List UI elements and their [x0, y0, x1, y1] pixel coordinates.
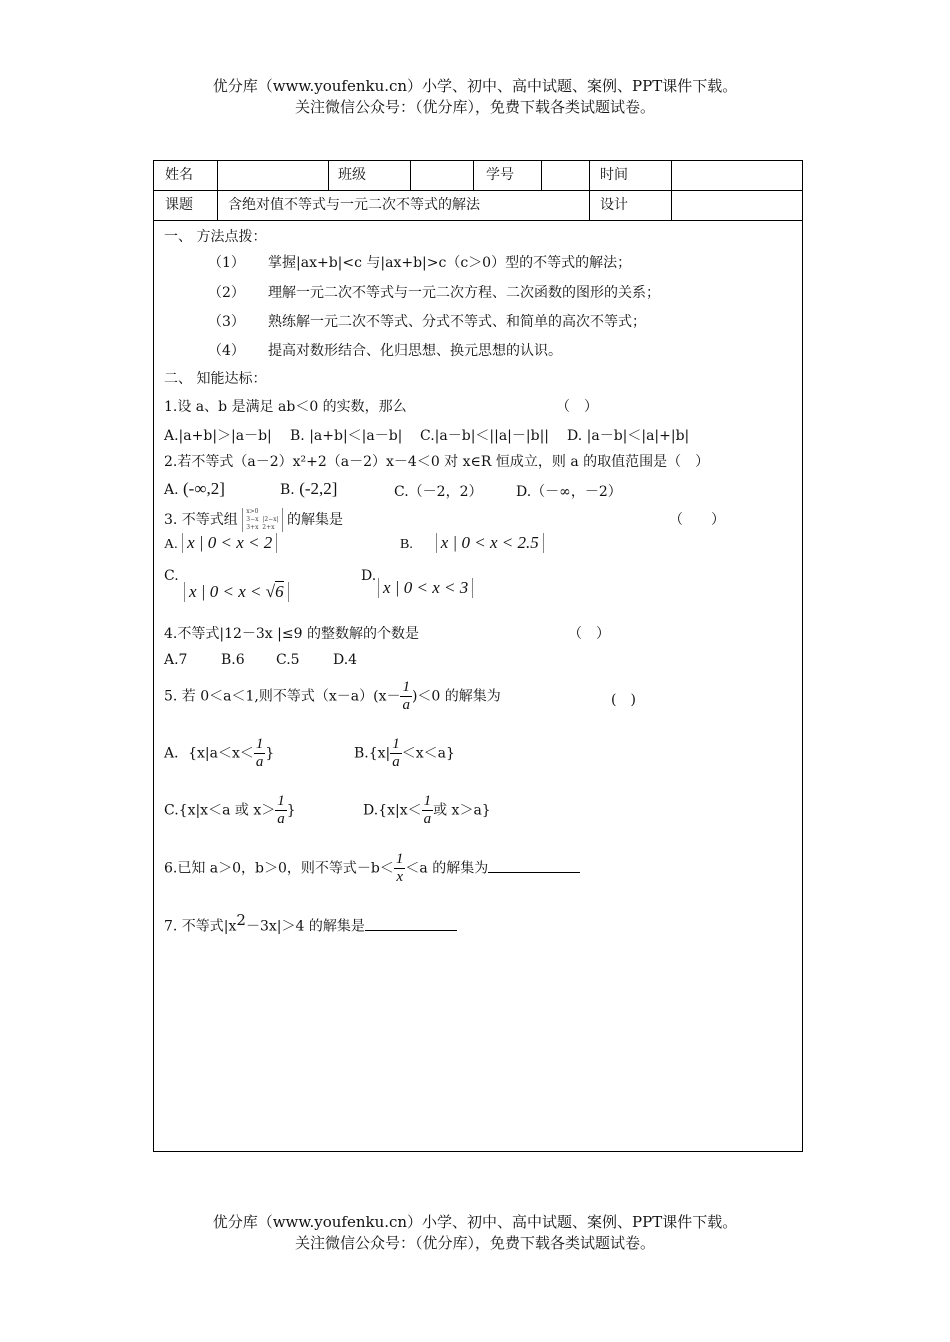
fraction — [275, 793, 287, 828]
time-field[interactable] — [672, 161, 802, 190]
question-5-option-b — [354, 736, 455, 771]
question-4-answer-paren[interactable]: （ ） — [568, 626, 610, 642]
denominator: a — [255, 754, 264, 770]
option-text: A．{x|a＜x＜ — [164, 745, 254, 762]
watermark-banner-top — [0, 76, 950, 118]
class-field[interactable] — [411, 161, 473, 190]
question-2-option-a — [164, 479, 225, 499]
banner-line-2: 关注微信公众号：（优分库），免费下载各类试题试卷。 — [294, 98, 655, 116]
denominator: a — [392, 754, 400, 770]
stem-suffix: ＜a 的解集为 — [405, 860, 489, 877]
solution-set: x | 0 < x < 2 — [182, 533, 277, 553]
fraction — [254, 736, 266, 771]
option-label: A. — [164, 482, 179, 498]
denominator: a — [423, 811, 432, 827]
banner-line-1: 优分库（www.youfenku.cn）小学、初中、高中试题、案例、PPT课件下载。 — [212, 1213, 738, 1231]
stem-prefix: 6.已知 a＞0，b＞0，则不等式－b＜ — [164, 860, 394, 877]
method-item-text: 熟练解一元二次不等式、分式不等式、和简单的高次不等式； — [268, 314, 646, 330]
numerator: 1 — [277, 793, 285, 809]
question-4-option-b: B.6 — [221, 652, 245, 668]
question-2-stem: 2.若不等式（a－2）x²+2（a－2）x－4＜0 对 x∈R 恒成立，则 a 的取值范围是（ ） — [164, 454, 710, 470]
banner-line-2: 关注微信公众号：（优分库），免费下载各类试题试卷。 — [294, 1234, 655, 1252]
stem-prefix: 7. 不等式|x — [164, 918, 237, 935]
fraction — [400, 679, 412, 714]
question-2-option-c: C.（－2，2） — [394, 484, 483, 500]
question-1-option-b: B. |a+b|＜|a－b| — [290, 428, 403, 444]
inequality-system-image: x>0 3−x |2−x| 3+x 2+x — [242, 508, 282, 532]
solution-set: x | 0 < x < √6 — [184, 582, 289, 602]
numerator: 1 — [395, 851, 404, 867]
stem-suffix: )＜0 的解集为 — [411, 688, 501, 705]
watermark-banner-bottom — [0, 1212, 950, 1254]
fraction — [422, 793, 434, 828]
question-1-option-a: A.|a+b|＞|a－b| — [164, 428, 272, 444]
header-row-1 — [154, 161, 802, 191]
question-3-option-d — [378, 578, 473, 598]
question-3-answer-paren[interactable]: （ ） — [669, 512, 725, 528]
topic-value: 含绝对值不等式与一元二次不等式的解法 — [228, 197, 480, 213]
denominator: x — [396, 869, 403, 885]
question-7-stem — [164, 911, 457, 936]
stem-suffix: 的解集是 — [287, 512, 344, 528]
question-1-option-d: D. |a－b|＜|a|+|b| — [567, 428, 690, 444]
method-item-text: 掌握|ax+b|<c 与|ax+b|>c（c＞0）型的不等式的解法； — [268, 255, 632, 271]
option-label: B. — [280, 482, 295, 498]
name-field[interactable] — [218, 161, 328, 190]
question-1-stem: 1.设 a、b 是满足 ab＜0 的实数，那么 — [164, 399, 407, 415]
option-label: A. — [164, 537, 178, 552]
option-text: 或 x＞a} — [433, 802, 491, 819]
question-5-option-d — [363, 793, 491, 828]
class-label: 班级 — [338, 167, 366, 183]
stem-prefix: 5. 若 0＜a＜1,则不等式（x－a）(x－ — [164, 688, 401, 705]
fraction — [394, 851, 406, 886]
question-5-option-c — [164, 793, 296, 828]
banner-line-1: 优分库（www.youfenku.cn）小学、初中、高中试题、案例、PPT课件下载。 — [212, 77, 738, 95]
solution-set: x | 0 < x < 2.5 — [436, 533, 544, 553]
interval-expression: (-∞,2] — [183, 479, 225, 498]
fraction — [390, 736, 402, 771]
number-field[interactable] — [542, 161, 589, 190]
section-1-title: 一、 方法点拨： — [164, 229, 267, 245]
question-2-option-d: D.（－∞，－2） — [516, 484, 622, 500]
numerator: 1 — [423, 793, 432, 809]
denominator: a — [277, 811, 285, 827]
question-5-stem — [164, 679, 501, 714]
method-item-num: （2） — [208, 285, 245, 301]
interval-expression: (-2,2] — [299, 479, 338, 498]
question-4-stem: 4.不等式|12－3x |≤9 的整数解的个数是 — [164, 626, 419, 642]
numerator: 1 — [392, 736, 400, 752]
method-item-num: （4） — [208, 343, 245, 359]
denominator: a — [402, 697, 410, 713]
option-text: } — [265, 745, 275, 762]
question-2-option-b — [280, 479, 337, 499]
worksheet-table — [153, 160, 803, 1152]
numerator: 1 — [255, 736, 264, 752]
name-label: 姓名 — [165, 167, 193, 183]
topic-label: 课题 — [165, 197, 193, 213]
solution-set: x | 0 < x < 3 — [378, 578, 473, 598]
numerator: 1 — [402, 679, 410, 695]
question-3-option-c-label: C. — [164, 568, 179, 584]
question-1-answer-paren[interactable]: （ ） — [556, 399, 598, 415]
question-4-option-c: C.5 — [276, 652, 300, 668]
option-text: C.{x|x＜a 或 x＞ — [164, 802, 276, 819]
option-text: ＜x＜a} — [401, 745, 455, 762]
option-text: D.{x|x＜ — [363, 802, 422, 819]
radicand: 6 — [275, 582, 284, 601]
time-label: 时间 — [600, 167, 628, 183]
question-3-stem — [164, 508, 343, 532]
answer-blank[interactable] — [488, 858, 580, 873]
answer-blank[interactable] — [365, 916, 457, 931]
design-field[interactable] — [672, 191, 802, 220]
method-item-text: 提高对数形结合、化归思想、换元思想的认识。 — [268, 343, 562, 359]
option-label: B. — [400, 537, 413, 552]
question-5-answer-paren[interactable]: ( ) — [611, 692, 636, 708]
question-3-option-b — [400, 533, 544, 553]
section-2-title: 二、 知能达标： — [164, 371, 267, 387]
question-4-option-a: A.7 — [164, 652, 188, 668]
header-row-2 — [154, 191, 802, 221]
stem-prefix: 3. 不等式组 — [164, 512, 238, 528]
question-5-option-a — [164, 736, 274, 771]
exponent: 2 — [236, 911, 246, 929]
number-label: 学号 — [486, 167, 514, 183]
method-item-num: （1） — [208, 255, 245, 271]
question-3-option-c — [184, 582, 289, 602]
question-3-option-d-label: D. — [361, 568, 377, 584]
solution-set-text: x | 0 < x < — [189, 582, 262, 601]
question-1-option-c: C.|a－b|＜||a|－|b|| — [420, 428, 550, 444]
question-3-option-a — [164, 533, 277, 553]
stem-suffix: －3x|＞4 的解集是 — [245, 918, 365, 935]
method-item-num: （3） — [208, 314, 245, 330]
question-4-option-d: D.4 — [333, 652, 358, 668]
question-6-stem — [164, 851, 580, 886]
option-text: B.{x| — [354, 745, 391, 762]
design-label: 设计 — [600, 197, 628, 213]
method-item-text: 理解一元二次不等式与一元二次方程、二次函数的图形的关系； — [268, 285, 660, 301]
option-text: } — [286, 802, 296, 819]
